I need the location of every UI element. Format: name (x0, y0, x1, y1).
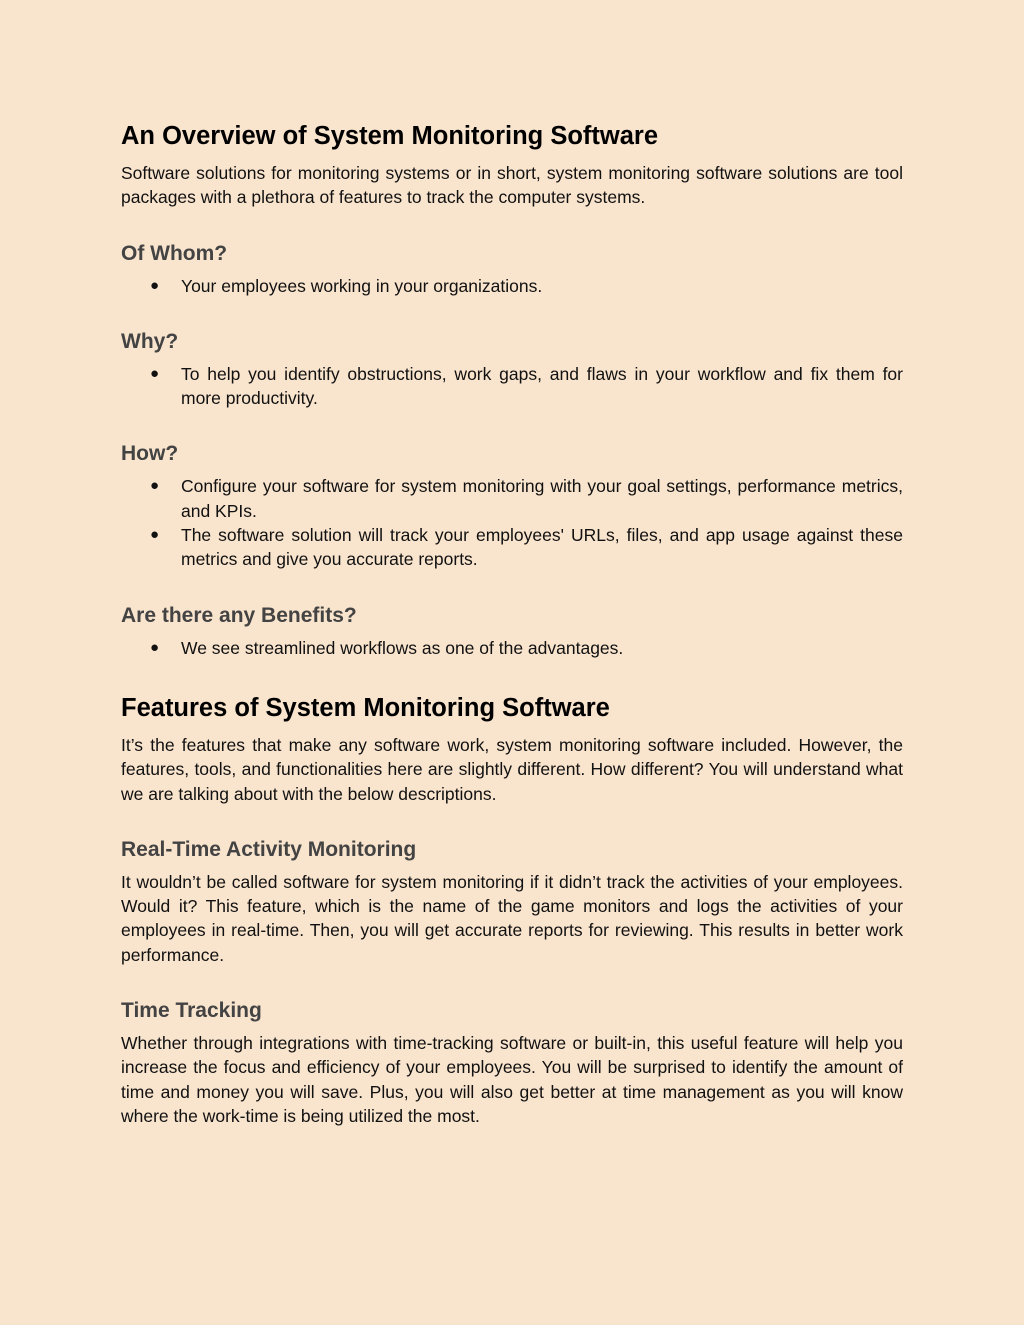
list-item (121, 474, 903, 523)
section-heading-benefits: Are there any Benefits? (121, 603, 357, 627)
bullet-icon: ● (150, 477, 160, 495)
section-heading-time-tracking: Time Tracking (121, 999, 262, 1023)
section-heading-of-whom: Of Whom? (121, 241, 228, 265)
bullet-icon: ● (150, 526, 160, 544)
bullet-list-benefits (121, 636, 903, 660)
features-title: Features of System Monitoring Software (121, 693, 610, 722)
document-body (121, 117, 903, 1128)
section-heading-why: Why? (121, 329, 179, 353)
bullet-list-of-whom (121, 274, 903, 298)
list-item-text: Your employees working in your organizations. (181, 275, 543, 296)
list-item-text: We see streamlined workflows as one of the advantages. (181, 637, 624, 658)
list-item-text: The software solution will track your employees' URLs, files, and app usage against these metrics and give you accurate reports. (181, 525, 903, 570)
list-item (121, 362, 903, 411)
section-heading-how: How? (121, 442, 179, 466)
list-item-text: To help you identify obstructions, work gaps, and flaws in your workflow and fix them for more productivity. (181, 363, 903, 409)
section-text-time-tracking: Whether through integrations with time-tracking software or built-in, this useful feature will help you increase the focus and efficiency of your employees. You will be surprised to identify the amount of time and money you will save. Plus, you will also get better at time management as you will know where the work-time is being utilized the most. (121, 1033, 903, 1126)
features-intro: It’s the features that make any software work, system monitoring software included. However, the features, tools, and functionalities here are slightly different. How different? You will understand what we are talking about with the below descriptions. (121, 734, 903, 804)
bullet-icon: ● (150, 364, 160, 382)
bullet-icon: ● (150, 638, 160, 656)
list-item (121, 523, 903, 572)
section-text-real-time-activity: It wouldn’t be called software for system monitoring if it didn’t track the activities of your employees. Would it? This feature, which is the name of the game monitors and logs the activities of your employees in real-time. Then, you will get accurate reports for reviewing. This results in better work performance. (121, 871, 903, 965)
section-heading-real-time-activity: Real-Time Activity Monitoring (121, 837, 417, 861)
list-item-text: Configure your software for system monitoring with your goal settings, performance metrics, and KPIs. (181, 476, 903, 521)
bullet-list-why (121, 362, 903, 411)
list-item (121, 274, 903, 298)
bullet-icon: ● (150, 276, 160, 294)
list-item (121, 636, 903, 660)
overview-intro: Software solutions for monitoring systems or in short, system monitoring software solutions are tool packages with a plethora of features to track the computer systems. (121, 163, 903, 208)
overview-title: An Overview of System Monitoring Software (121, 122, 659, 150)
bullet-list-how (121, 474, 903, 571)
